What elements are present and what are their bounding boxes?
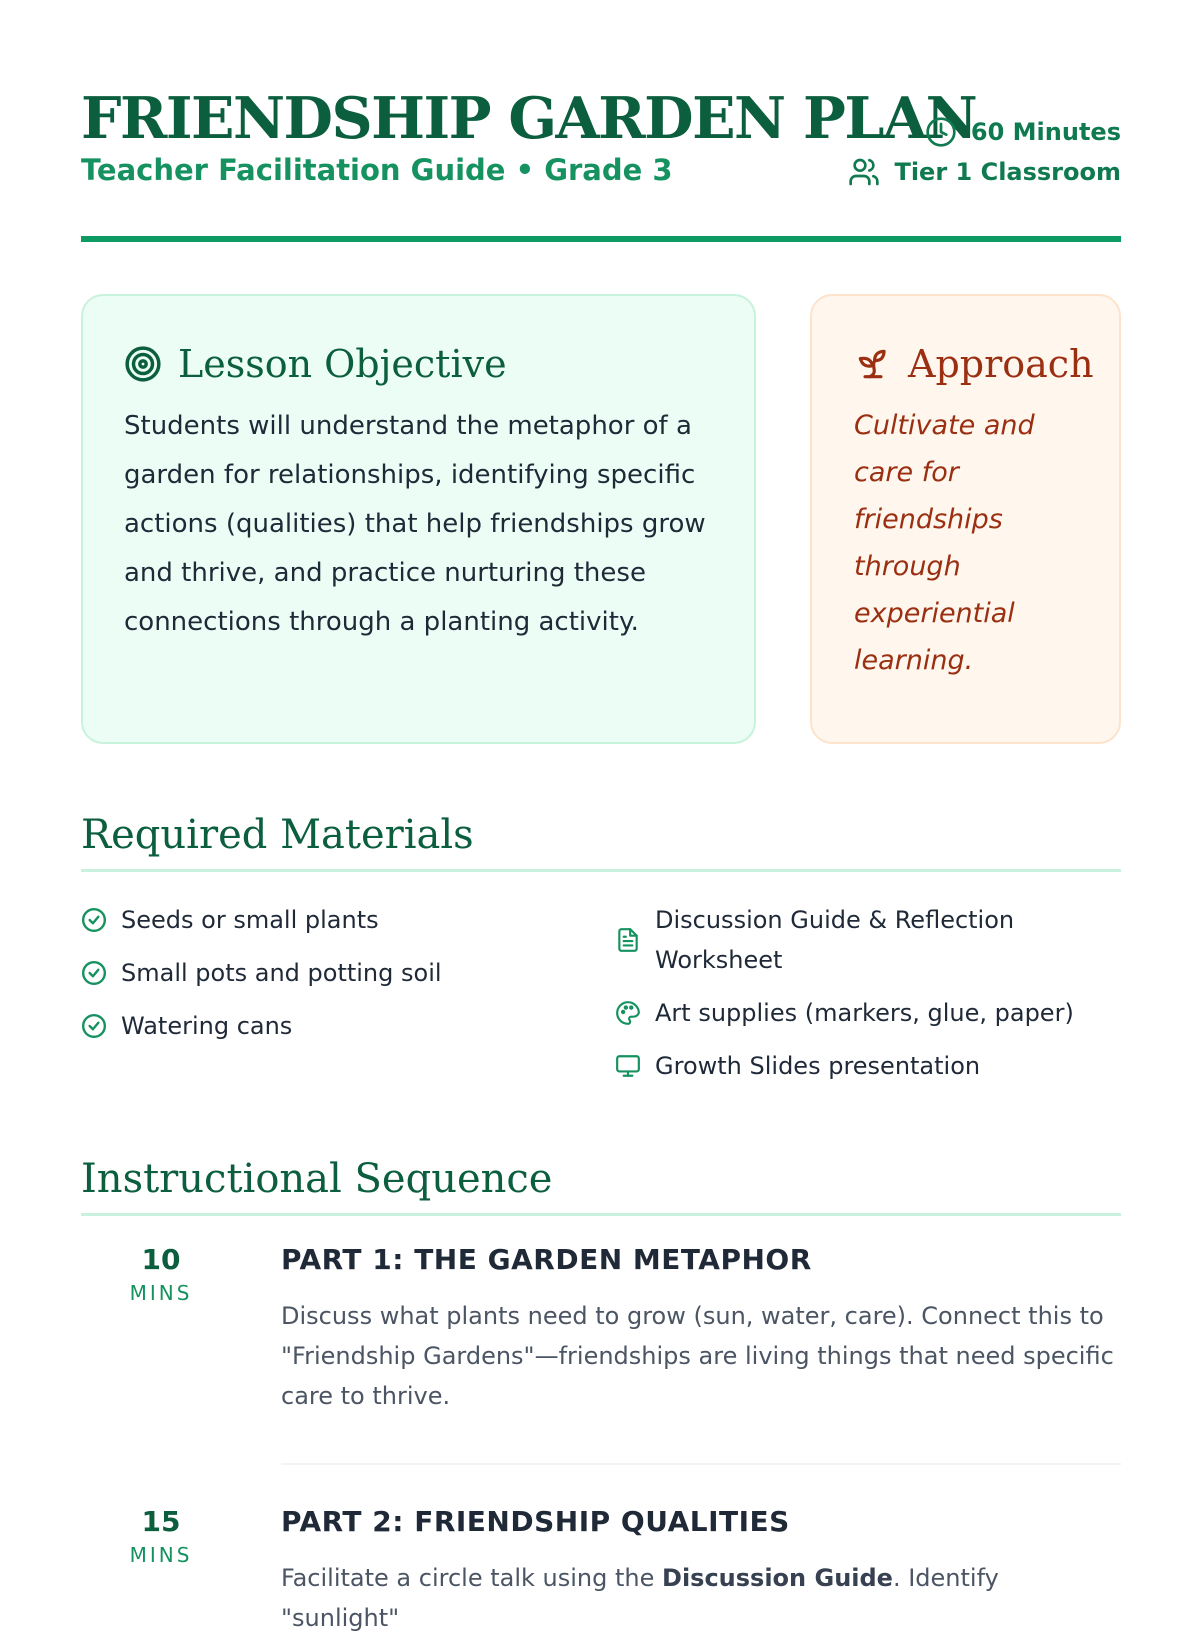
materials-heading-text: Required Materials <box>81 812 474 858</box>
step-divider <box>281 1463 1121 1465</box>
material-item <box>81 1006 581 1046</box>
material-label: Watering cans <box>121 1012 293 1040</box>
step-title: PART 2: FRIENDSHIP QUALITIES <box>281 1505 790 1538</box>
page-title: FRIENDSHIP GARDEN PLAN <box>81 85 977 152</box>
material-item <box>81 900 581 940</box>
material-label: Seeds or small plants <box>121 906 379 934</box>
material-label: Discussion Guide & Reflection Worksheet <box>655 906 1015 974</box>
sequence-step <box>81 1504 1121 1632</box>
objective-text: Students will understand the metaphor of a garden for relationships, identifying specific actions (qualities) that help friendships grow and thrive, and practice nurturing these connections through a planting activity. <box>124 411 706 637</box>
page-subtitle: Teacher Facilitation Guide • Grade 3 <box>81 153 673 187</box>
step-text: Discuss what plants need to grow (sun, water, care). Connect this to "Friendship Gardens"—friendships are living things that need specific care to thrive. <box>281 1302 1114 1410</box>
tier-meta <box>848 152 1121 192</box>
monitor-icon <box>615 1046 655 1086</box>
duration-label: 60 Minutes <box>970 118 1121 146</box>
approach-text: Cultivate and care for friendships through experiential learning. <box>854 410 1035 676</box>
step-duration <box>81 1504 241 1570</box>
objective-title: Lesson Objective <box>178 342 507 386</box>
target-icon <box>124 345 162 383</box>
document-icon <box>615 920 655 960</box>
sprout-icon <box>854 345 892 383</box>
materials-column-left <box>81 900 581 1059</box>
approach-card <box>810 294 1121 744</box>
step-title: PART 1: THE GARDEN METAPHOR <box>281 1243 812 1276</box>
material-label: Growth Slides presentation <box>655 1052 981 1080</box>
lesson-objective-card <box>81 294 756 744</box>
step-unit: MINS <box>129 1543 193 1567</box>
step-body <box>281 1504 1121 1638</box>
materials-heading <box>81 812 1121 872</box>
sequence-heading <box>81 1156 1121 1216</box>
discussion-guide-emphasis: Discussion Guide <box>662 1564 893 1592</box>
step-minutes: 10 <box>141 1243 181 1276</box>
clock-icon <box>925 116 957 148</box>
lesson-meta <box>848 112 1121 192</box>
material-label: Small pots and potting soil <box>121 959 442 987</box>
check-circle-icon <box>81 953 121 993</box>
palette-icon <box>615 993 655 1033</box>
check-circle-icon <box>81 1006 121 1046</box>
check-circle-icon <box>81 900 121 940</box>
approach-heading <box>854 340 1099 388</box>
step-unit: MINS <box>129 1281 193 1305</box>
material-label: Art supplies (markers, glue, paper) <box>655 999 1074 1027</box>
page-header <box>81 86 1121 242</box>
material-item <box>615 900 1121 980</box>
step-body <box>281 1242 1121 1416</box>
users-icon <box>848 156 880 188</box>
step-duration <box>81 1242 241 1308</box>
sequence-step <box>81 1242 1121 1442</box>
lesson-plan-page <box>81 0 1121 1632</box>
material-item <box>615 993 1121 1033</box>
materials-column-right <box>615 900 1121 1099</box>
header-divider <box>81 236 1121 242</box>
duration-meta <box>848 112 1121 152</box>
tier-label: Tier 1 Classroom <box>894 158 1121 186</box>
approach-title: Approach <box>908 342 1094 386</box>
objective-heading <box>124 340 714 388</box>
materials-list <box>81 900 1121 1100</box>
step-text: Facilitate a circle talk using the Discussion Guide. Identify "sunlight" <box>281 1564 999 1632</box>
material-item <box>615 1046 1121 1086</box>
step-minutes: 15 <box>141 1505 181 1538</box>
material-item <box>81 953 581 993</box>
sequence-heading-text: Instructional Sequence <box>81 1156 553 1202</box>
